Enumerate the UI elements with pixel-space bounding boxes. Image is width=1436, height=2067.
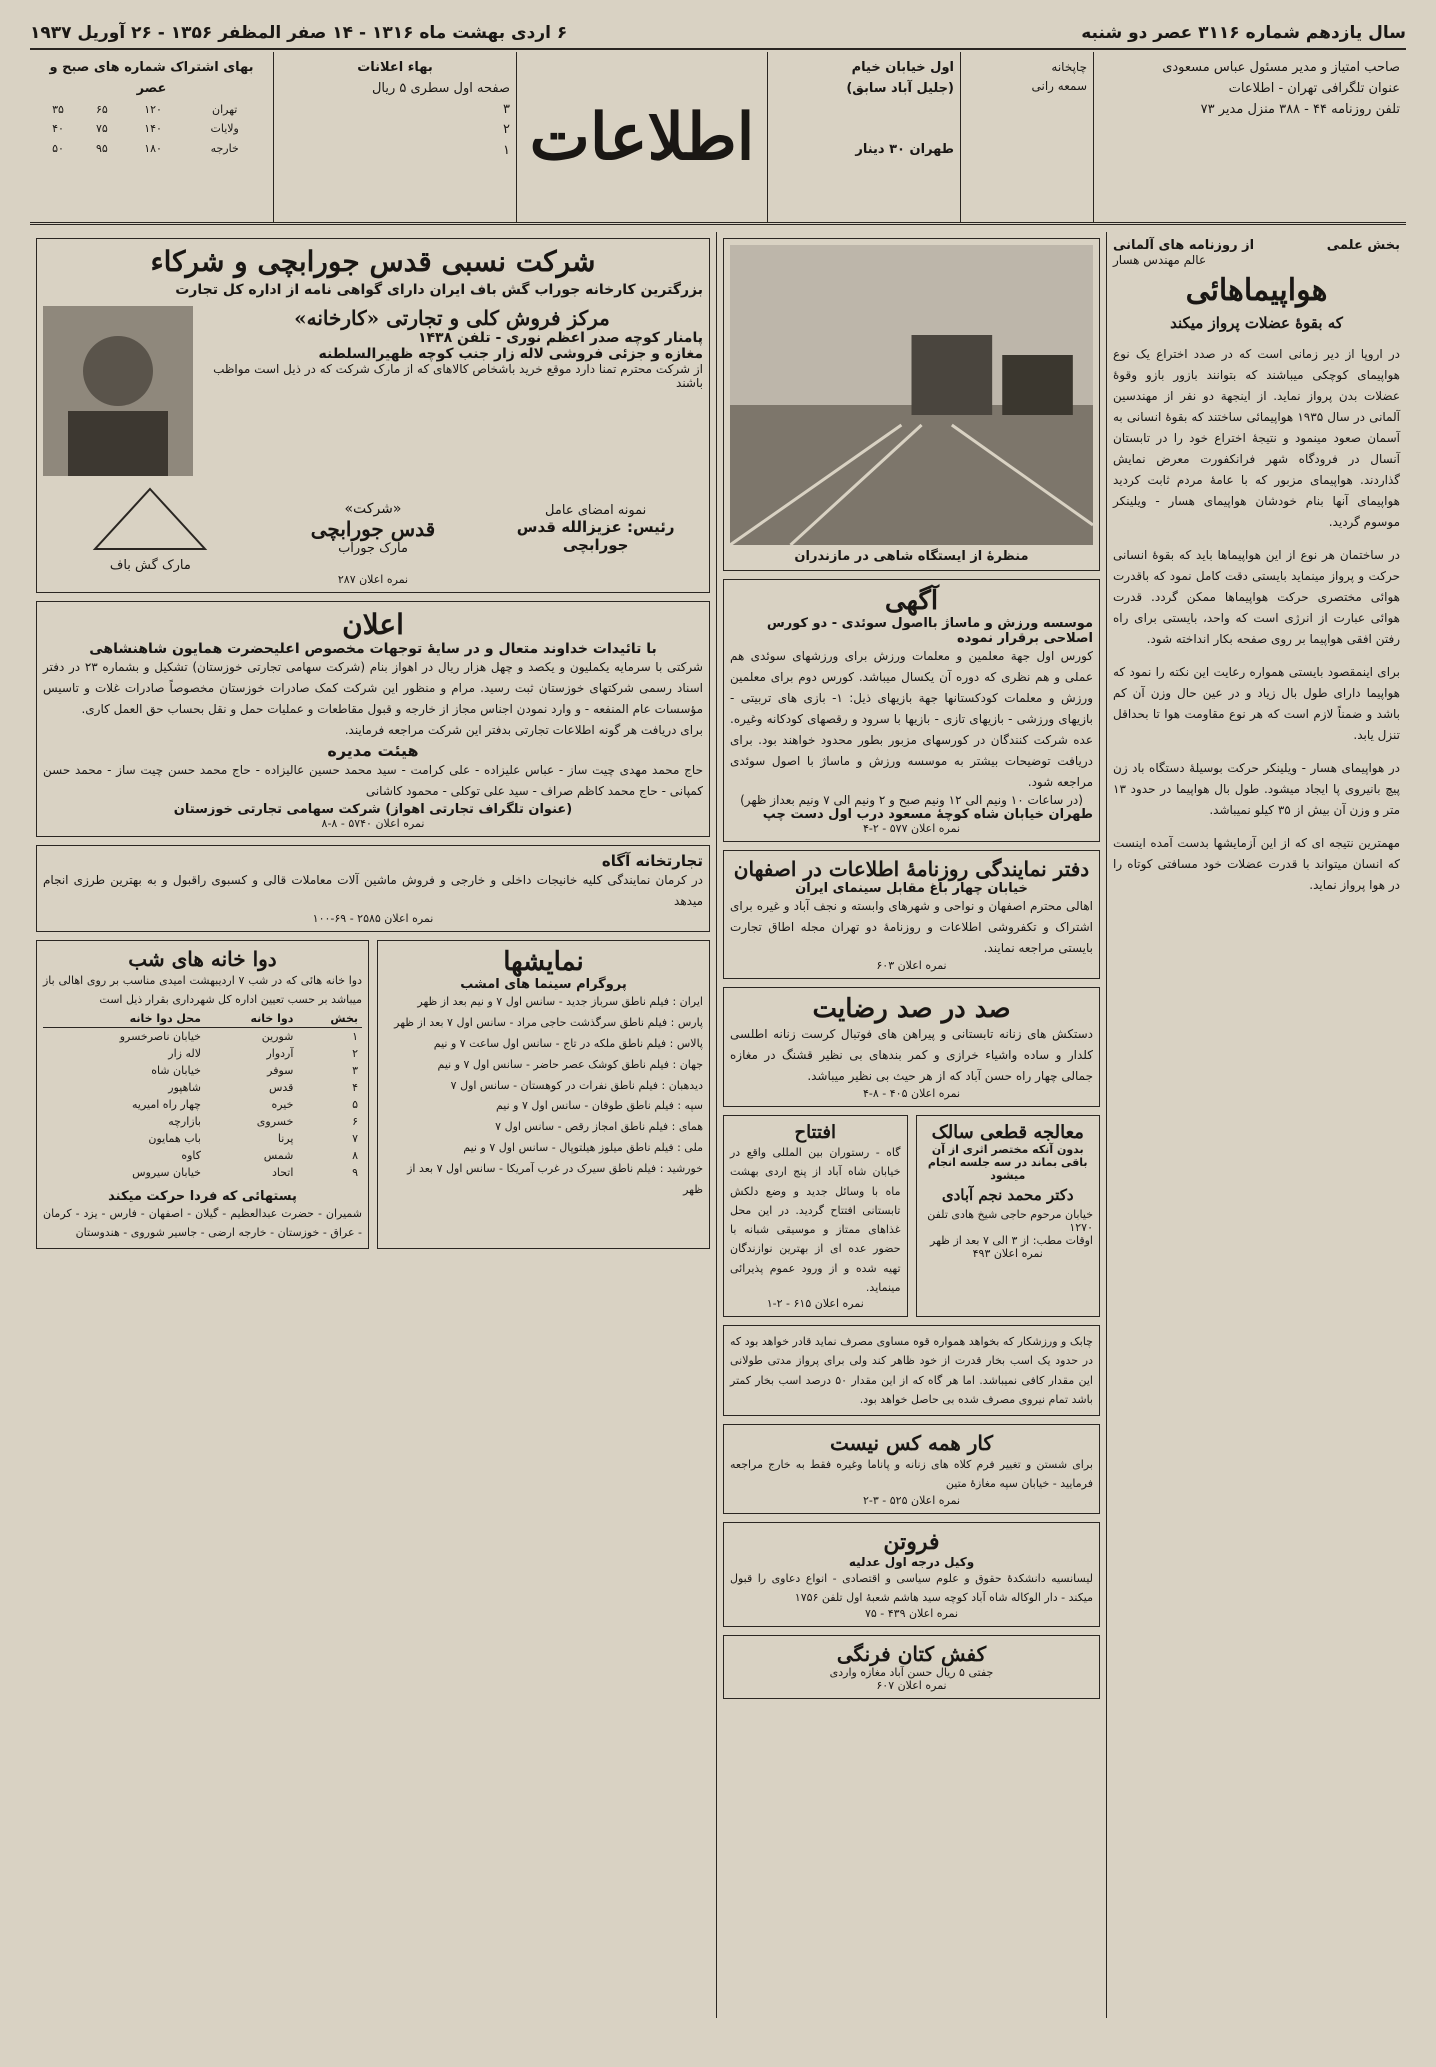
post-title: پستهائی که فردا حرکت میکند xyxy=(108,1188,297,1204)
address-2: (جلیل آباد سابق) xyxy=(846,80,954,96)
ad-number: نمره اعلان ۴۳۹ - ۷۵ xyxy=(864,1607,959,1620)
photo-box xyxy=(723,238,1100,571)
announcement-text: برای دریافت هر گونه اطلاعات تجارتی بدفتر این شرکت مراجعه فرمایند. xyxy=(344,723,703,737)
cinema-box xyxy=(377,940,710,1249)
cure-doctor: دکتر محمد نجم آبادی xyxy=(941,1186,1074,1204)
cinema-item: جهان : فیلم ناطق کوشک عصر حاضر - سانس اول ۷ و نیم xyxy=(437,1057,703,1071)
opening-ad xyxy=(723,1115,908,1317)
issue-line: سال یازدهم شماره ۳۱۱۶ عصر دو شنبه xyxy=(1081,23,1406,43)
table-row: ۶ خسروی بازارچه xyxy=(168,1114,358,1128)
science-column xyxy=(1106,232,1406,2018)
subscription-rates xyxy=(30,52,273,222)
board-text: حاج محمد مهدی چیت ساز - عباس علیزاده - علی کرامت - سید محمد حسین عالیزاده - حاج محمد حسن چیت ساز - محمد حسن کمپانی - حاج محمد کاظم صراف - سید علی توکلی - محمود کاشانی xyxy=(43,763,703,798)
lawyer-sub: وکیل درجه اول عدلیه xyxy=(848,1554,975,1569)
article-subtitle: که بقوهٔ عضلات پرواز میکند xyxy=(1170,314,1343,332)
office-text: اهالی محترم اصفهان و نواحی و شهرهای وابسته و نجف آباد و غیره برای اشتراک و تکفروشی اطلاعات و روزنامهٔ دو تهران مجله اطاق تجارت بایستی مراجعه نمایند. xyxy=(730,899,1093,955)
author-label: عالم مهندس هسار xyxy=(1113,253,1207,267)
portrait-photo xyxy=(43,306,193,476)
cure-ad xyxy=(916,1115,1101,1317)
trade-text: در کرمان نمایندگی کلیه خانیجات داخلی و خارجی و فروش ماشین آلات معاملات قالی و کسبوی راقبول و به بهترین طرزی انجام میدهد xyxy=(43,873,703,908)
hat-ad-text: برای شستن و تغییر فرم کلاه های زنانه و پاناما وغیره فقط به خارج مراجعه فرمایید - خیابان سپه مغازهٔ متین xyxy=(730,1458,1093,1491)
announcement xyxy=(36,601,710,837)
announcement-text: شرکتی با سرمایه یکملیون و یکصد و چهل هزار ریال در اهواز بنام (شرکت سهامی تجارتی خوزستان) تشکیل و بشماره ۲۳ در دفتر اسناد رسمی شرکتهای خوزستان ثبت رسید. مرام و منظور این شرکت کمک صادرات خوزستان مخصوصاً صادرات غلات و تاسیس مؤسسات عام المنفعه - و وارد نمودن اجناس مجاز از خارجه و قبول مقاطعات و عملیات حمل و نقل بحساب حق العمل کاری. xyxy=(43,660,703,716)
article-title: هواپیماهائی xyxy=(1185,273,1328,308)
cinema-item: پالاس : فیلم ناطق ملکه در تاج - سانس اول ساعت ۷ و نیم xyxy=(433,1036,703,1050)
signature: رئیس: عزیزالله قدس جورابچی xyxy=(516,518,675,554)
signature-label: نمونه امضای عامل xyxy=(545,503,647,518)
subs-title: بهای اشتراک شماره های صبح و عصر xyxy=(49,60,254,96)
pharmacy-table: بخش دوا خانه محل دوا خانه ۱ شورین خیابان ناصرخسرو ۲ آردوار لاله زار ۳ سوفر خیابان شاه ۴ قدس شاهپور ۵ خیره چهار راه امیریه ۶ خسروی بازارچه ۷ پرنا باب همایون ۸ شمس کاوه ۹ اتحاد خیابان سیروس xyxy=(43,1010,362,1181)
table-row: ۳ سوفر خیابان شاه xyxy=(151,1063,358,1077)
company-ad xyxy=(36,238,710,593)
masthead-info xyxy=(1093,52,1406,222)
ad-number: نمره اعلان ۵۲۵ - ۳-۲ xyxy=(862,1493,961,1507)
article-paragraph: برای اینمقصود بایستی همواره رعایت این نکته را نمود که هواپیما دارای طول بال زیاد و در عین حال وزن آن کم باشد و ضمناً لازم است که هر نوع مقاومت هوا تا بحداقل تنزل یابد. xyxy=(1113,665,1400,742)
table-row: ۸ شمس کاوه xyxy=(181,1148,358,1162)
trade-ad xyxy=(36,845,710,932)
cinema-item: همای : فیلم ناطق امجاز رقص - سانس اول ۷ xyxy=(495,1120,703,1134)
ad-number: نمره اعلان ۶۰۷ xyxy=(876,1679,947,1692)
ad-number: نمره اعلان ۶۰۳ xyxy=(876,959,947,972)
photo-caption: منظرهٔ از ایستگاه شاهی در مازندران xyxy=(794,549,1029,564)
company-sign: قدس جورابچی xyxy=(310,517,436,541)
pharmacy-box xyxy=(36,940,369,1249)
small-bottom: سمعه رانی xyxy=(1031,79,1087,94)
lawyer-title: فروتن xyxy=(883,1528,940,1555)
agahi-text: کورس اول جهة معلمین و معلمات ورزش برای ورزشهای سوئدی هم عملی و هم نظری که دوره آن یکسال میباشد. کورس دوم برای معلمین ورزش و معلمات کودکستانها جهة بازیهای ذیل: ۱- بازی های تربیتی - بازیهای ورزشی - بازیهای تازی - بازیها با سرود و رقصهای کودکانه وغیره. عده شرکت کنندگان در کورسهای مزبور بطور محدود خواهند بود. برای دریافت توضیحات بیشتر به موسسه ورزش و ماساژ با اصول سوئدی مراجعه شود. xyxy=(730,649,1094,789)
lawyer-ad xyxy=(723,1522,1100,1628)
announcement-sub: با تائیدات خداوند متعال و در سایهٔ توجهات مخصوص اعلیحضرت همایون شاهنشاهی xyxy=(89,641,657,657)
masthead-address xyxy=(767,52,960,222)
ad-rate-row: ۳ xyxy=(503,101,510,117)
middle-column xyxy=(716,232,1106,2018)
date-line: ۶ اردی بهشت ماه ۱۳۱۶ - ۱۴ صفر المظفر ۱۳۵۶ - ۲۶ آوریل ۱۹۳۷ xyxy=(30,23,568,43)
hat-ad-title: کار همه کس نیست xyxy=(829,1431,994,1455)
telegraph-line: عنوان تلگرافی تهران - اطلاعات xyxy=(1228,80,1400,96)
ad-rate-row: ۱ xyxy=(503,143,510,159)
table-row: ۱ شورین خیابان ناصرخسرو xyxy=(119,1029,358,1043)
address-1: اول خیابان خیام xyxy=(851,60,954,75)
cure-hours: اوقات مطب: از ۳ الی ۷ بعد از ظهر xyxy=(930,1234,1093,1247)
trade-title: تجارتخانه آگاه xyxy=(601,852,703,870)
phones-line: تلفن روزنامه ۴۴ - ۳۸۸ منزل مدیر ۷۳ xyxy=(1200,101,1400,117)
ad-rates-title: بهاء اعلانات xyxy=(357,60,433,75)
cinema-item: خورشید : فیلم ناطق سیرک در غرب آمریکا - سانس اول ۷ بعد از ظهر xyxy=(407,1162,703,1197)
ad-number: نمره اعلان ۲۸۷ xyxy=(337,573,409,586)
article-paragraph: مهمترین نتیجه ای که از این آزمایشها بدست آمده اینست که انسان میتواند با قدرت عضلات خود مسافتی کوتاه را در هوا پرواز نماید. xyxy=(1113,836,1400,892)
post-text: شمیران - حضرت عبدالعظیم - گیلان - اصفهان - فارس - یزد - کرمان - عراق - خوزستان - خارجه ارضی - جاسیر شوروی - هندوستان xyxy=(43,1206,362,1239)
agahi-ad xyxy=(723,579,1100,842)
shoe-title: کفش کتان فرنگی xyxy=(836,1642,987,1666)
article-continued: چابک و ورزشکار که بخواهد همواره قوه مساوی مصرف نماید قادر خواهد بود که در حدود یک اسب بخار قدرت از خود ظاهر کند ولی برای پرواز مدتی طولانی این مقدار کافی نمیباشد. اما هر گاه که از این مقدار ۵۰ درصد اسب بخار کمتر باشد تمام نیروی مصرف شده بی حاصل خواهد بود. xyxy=(730,1335,1093,1406)
satisfaction-title: صد در صد رضایت xyxy=(812,994,1011,1024)
company-line: از شرکت محترم تمنا دارد موقع خرید باشخاص کالاهای که از مارک شرکت که در ذیل است مواظب باشند xyxy=(213,362,703,390)
hat-ad xyxy=(723,1424,1100,1514)
table-row: ۴ قدس شاهپور xyxy=(168,1080,358,1094)
office-title: دفتر نمایندگی روزنامهٔ اطلاعات در اصفهان xyxy=(733,857,1090,881)
table-row: ۲ آردوار لاله زار xyxy=(168,1046,358,1060)
cinema-item: ملی : فیلم ناطق میلوز هیلتوپال - سانس اول ۷ و نیم xyxy=(463,1141,703,1155)
cinema-item: سپه : فیلم ناطق طوفان - سانس اول ۷ و نیم xyxy=(495,1099,703,1113)
agahi-head: موسسه ورزش و ماساژ بااصول سوئدی - دو کورس اصلاحی برقرار نموده xyxy=(766,616,1093,646)
station-photo xyxy=(730,245,1093,545)
cinema-item: ایران : فیلم ناطق سرباز جدید - سانس اول ۷ و نیم بعد از ظهر xyxy=(417,995,703,1008)
pharmacy-text: دوا خانه هائی که در شب ۷ اردیبهشت امیدی مناسب بر روی اهالی باز میباشد بر حسب تعیین اداره کل شهرداری بقرار ذیل است xyxy=(43,974,363,1007)
ad-number: نمره اعلان ۵۷۷ - ۲-۴ xyxy=(862,822,961,835)
shoe-text: جفتی ۵ ریال حسن آباد مغازه واردی xyxy=(829,1666,994,1679)
section-label: بخش علمی xyxy=(1326,238,1400,253)
masthead xyxy=(30,52,1406,225)
company-line: بزرگترین کارخانه جوراب گش باف ایران دارای گواهی نامه از اداره کل تجارت xyxy=(175,282,703,298)
date-bar xyxy=(30,18,1406,50)
ad-number: نمره اعلان ۲۵۸۵ - ۶۹-۱۰۰ xyxy=(312,912,434,925)
company-sign-title: «شرکت» xyxy=(344,501,402,517)
agahi-address: طهران خیابان شاه کوچهٔ مسعود درب اول دست چپ xyxy=(762,807,1093,822)
announcement-title: اعلان xyxy=(342,608,404,641)
ad-rates xyxy=(273,52,516,222)
company-line: مغازه و جزئی فروشی لاله زار جنب کوچه ظهیرالسلطنه xyxy=(318,346,703,362)
trademark-icon xyxy=(90,484,210,554)
ad-number: نمره اعلان ۴۰۵ - ۸-۴ xyxy=(862,1087,961,1100)
ad-rate-row: ۲ xyxy=(503,122,510,138)
ad-number: نمره اعلان ۶۱۵ - ۲-۱ xyxy=(766,1297,864,1310)
masthead-small xyxy=(960,52,1093,222)
price: طهران ۳۰ دینار xyxy=(855,141,954,157)
pharmacy-title: دوا خانه های شب xyxy=(128,947,277,971)
ad-number: نمره اعلان ۴۹۳ xyxy=(972,1247,1043,1260)
flight-text-continued xyxy=(723,1325,1100,1416)
table-row: ۷ پرنا باب همایون xyxy=(148,1131,358,1145)
cure-sub: بدون آنکه مختصر اثری از آن باقی بماند در سه جلسه انجام میشود xyxy=(927,1143,1088,1182)
ad-number: نمره اعلان ۵۷۴۰ - ۸-۸ xyxy=(321,817,425,830)
subs-table: تهران ۱۲۰ ۶۵ ۳۵ ولایات ۱۴۰ ۷۵ ۴۰ خارجه ۱۸۰ ۹۵ ۵۰ xyxy=(52,102,239,155)
left-column xyxy=(30,232,716,2018)
newspaper-page xyxy=(30,18,1406,2018)
ad-rate-row: صفحه اول سطری ۵ ریال xyxy=(371,80,510,96)
office-ad xyxy=(723,850,1100,979)
table-row: ۵ خیره چهار راه امیریه xyxy=(132,1097,358,1111)
shoe-ad xyxy=(723,1635,1100,1699)
cinema-title: نمایشها xyxy=(503,947,584,977)
owner-line: صاحب امتیاز و مدیر مسئول عباس مسعودی xyxy=(1162,60,1400,75)
article-paragraph: در هواپیمای هسار - ویلینکر حرکت بوسیلهٔ دستگاه باد زن پیچ بانیروی پا ایجاد میشود. طول بال هواپیما در حدود ۱۳ متر و وزن آن بیش از ۳۵ کیلو نمیباشد. xyxy=(1113,761,1400,817)
source-label: از روزنامه های آلمانی xyxy=(1113,238,1255,253)
cinema-item: پارس : فیلم ناطق سرگذشت حاجی مراد - سانس اول ۷ بعد از ظهر xyxy=(394,1015,703,1029)
agahi-title: آگهی xyxy=(884,586,939,616)
article-paragraph: در ساختمان هر نوع از این هواپیماها باید که بقوهٔ انسانی حرکت و پرواز مینماید بایستی دقت کامل نمود که باقدرت هوائی مختصری حرکت هواپیماها ممکن گردد. قدرت هوائی عبارت از انرژی است که واحد، بایستی برای راه رفتن افقی هواپیما بر روی صفحه بکار انداخته شود. xyxy=(1113,548,1400,646)
company-line: پامنار کوچه صدر اعظم نوری - تلفن ۱۴۳۸ xyxy=(417,330,703,346)
opening-text: گاه - رستوران بین المللی واقع در خیابان شاه آباد از پنج اردی بهشت ماه با وسائل جدید و وضع دلکش تابستانی افتتاح گردید. در این محل غذاهای ممتاز و موسیقی شبانه با حضور عده ای از بهترین نوازندگان تهیه شده و از ورود عموم پذیرائی مینماید. xyxy=(730,1146,901,1294)
satisfaction-ad xyxy=(723,987,1100,1107)
office-address: خیابان چهار باغ مقابل سینمای ایران xyxy=(795,881,1028,896)
company-title: شرکت نسبی قدس جورابچی و شرکاء xyxy=(150,245,596,278)
brand-mark-label: مارک گش باف xyxy=(109,558,191,573)
cinema-item: دیدهبان : فیلم ناطق نفرات در کوهستان - سانس اول ۷ xyxy=(450,1078,703,1092)
company-line: مرکز فروش کلی و تجارتی «کارخانه» xyxy=(294,306,610,330)
announcement-telegraph: (عنوان تلگراف تجارتی اهواز) شرکت سهامی تجارتی خوزستان xyxy=(173,802,573,817)
cure-address: خیابان مرحوم حاجی شیخ هادی تلفن ۱۲۷۰ xyxy=(927,1208,1093,1234)
satisfaction-text: دستکش های زنانه تابستانی و پیراهن های فوتبال کرست زنانه اطلسی کلدار و ساده واشیاء خرازی و کمر بندهای بی نظیر قشنگ در مغازه جمالی چهار راه حسن آباد که از هر حیث بی نظیر میباشد. xyxy=(730,1027,1093,1083)
opening-title: افتتاح xyxy=(794,1122,837,1143)
newspaper-logo: اطلاعات xyxy=(516,52,767,222)
board-title: هیئت مدیره xyxy=(327,741,419,760)
small-top: چاپخانه xyxy=(1051,60,1087,74)
lawyer-text: لیسانسیه دانشکدهٔ حقوق و علوم سیاسی و اقتصادی - انواع دعاوی را قبول میکند - دار الوکاله شاه آباد کوچه سید هاشم شعبهٔ اول تلفن ۱۷۵۶ xyxy=(730,1571,1093,1604)
cinema-sub: پروگرام سینما های امشب xyxy=(460,977,627,992)
cure-title: معالجه قطعی سالک xyxy=(931,1122,1084,1143)
agahi-hours: (در ساعات ۱۰ ونیم الی ۱۲ ونیم صبح و ۲ ونیم الی ۷ ونیم بعداز ظهر) xyxy=(740,793,1083,807)
table-row: ۹ اتحاد خیابان سیروس xyxy=(132,1165,358,1179)
article-paragraph: در اروپا از دیر زمانی است که در صدد اختراع یک نوع هواپیمای کوچکی میباشند که بتوانند بازور بازو وقوهٔ عضلات بدن پرواز نماید. از اینجهة دو نفر از مهندسین آلمانی در سال ۱۹۳۵ هواپیمائی ساختند که بقوهٔ انسانی به آسمان صعود مینمود و نتیجهٔ اختراع خود را در تابستان آنسال در فرودگاه شهر فرانکفورت معرض نمایش گذاردند. هواپیمای مزبور که با عامهٔ مردم ثابت کردید هواپیمای آنها بنام خودشان هواپیمای هسار - ویلینکر موسوم گردید. xyxy=(1113,347,1400,529)
brand-mark-label: مارک جوراب xyxy=(338,541,408,556)
